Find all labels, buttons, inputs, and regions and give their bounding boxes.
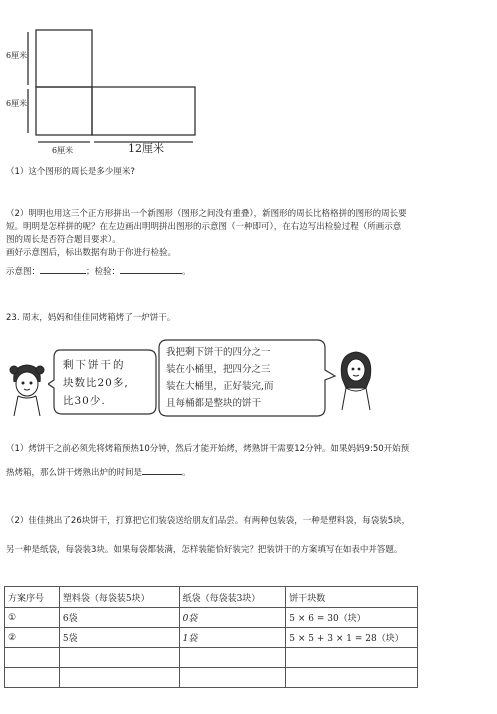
cell-plan-number[interactable] bbox=[5, 668, 60, 688]
q23-part1-line1: （1）烤饼干之前必须先将烤箱预热10分钟，然后才能开始烤，烤熟饼干需要12分钟。如果妈妈9:50开始预 bbox=[6, 444, 410, 454]
table-row bbox=[5, 668, 418, 688]
table-row bbox=[5, 608, 418, 628]
cell-cookie-count[interactable] bbox=[286, 648, 418, 668]
cell-plastic-bag[interactable] bbox=[59, 668, 179, 688]
cell-plastic-bag: 6袋 bbox=[59, 608, 179, 628]
q23-part1-line2-text: 热烤箱，那么饼干烤熟出炉的时间是 bbox=[6, 468, 143, 478]
q22-part2-line3: 图的周长是否符合题目要求）。 bbox=[6, 235, 121, 245]
q23-part1-end: 。 bbox=[182, 468, 191, 478]
cell-plastic-bag: 5袋 bbox=[59, 628, 179, 648]
q22-part2-line4: 画好示意图后，标出数据有助于你进行检验。 bbox=[6, 248, 177, 258]
square-bottom-right bbox=[92, 87, 195, 135]
q22-answer-line bbox=[6, 263, 191, 279]
bubble-left-line1: 剩下饼干的 bbox=[63, 359, 126, 371]
mother-illustration bbox=[336, 348, 376, 412]
square-bottom-left bbox=[36, 87, 92, 135]
bubble-right-line4: 且每桶都是整块的饼干 bbox=[166, 398, 262, 409]
cell-paper-bag[interactable] bbox=[179, 668, 286, 688]
label-left-bottom: 6厘米 bbox=[6, 99, 28, 108]
bubble-right-line2: 装在小桶里，把四分之三 bbox=[166, 364, 271, 375]
bake-time-blank[interactable] bbox=[142, 464, 182, 475]
cell-cookie-count[interactable] bbox=[286, 668, 418, 688]
square-figure bbox=[0, 22, 210, 162]
sketch-label: 示意图： bbox=[6, 267, 41, 277]
q22-part2-line1: （2）明明也用这三个正方形拼出一个新图形（图形之间没有重叠），新图形的周长比格格拼的图形的周长要 bbox=[6, 209, 407, 219]
table-header-row bbox=[5, 587, 418, 608]
table-row bbox=[5, 628, 418, 648]
bubble-right-line1: 我把剩下饼干的四分之一 bbox=[166, 347, 271, 358]
cell-paper-bag: 0袋 bbox=[179, 608, 286, 628]
table-row bbox=[5, 648, 418, 668]
q23-title: 23. 周末，妈妈和佳佳同烤箱烤了一炉饼干。 bbox=[6, 313, 176, 323]
header-plan-number: 方案序号 bbox=[5, 587, 60, 608]
cell-cookie-count: 5 × 6 = 30（块） bbox=[286, 608, 418, 628]
header-plastic-bag: 塑料袋（每袋装5块） bbox=[59, 587, 179, 608]
girl-illustration bbox=[6, 360, 48, 418]
cell-cookie-count: 5 × 5 + 3 × 1 = 28（块） bbox=[286, 628, 418, 648]
cell-plastic-bag[interactable] bbox=[59, 648, 179, 668]
sketch-blank[interactable] bbox=[40, 263, 86, 274]
header-paper-bag: 纸袋（每袋装3块） bbox=[179, 587, 286, 608]
q22-part2-line2: 短。明明是怎样拼的呢？在左边画出明明拼出图形的示意图（一种即可），在右边写出检验过程（所画示意 bbox=[6, 222, 402, 232]
cell-plan-number[interactable] bbox=[5, 648, 60, 668]
square-top-left bbox=[36, 30, 92, 87]
check-blank[interactable] bbox=[120, 263, 182, 274]
q22-part1: （1）这个图形的周长是多少厘米? bbox=[6, 167, 135, 177]
cell-plan-number: ① bbox=[5, 608, 60, 628]
label-bottom-right: 12厘米 bbox=[128, 142, 164, 155]
cell-paper-bag[interactable] bbox=[179, 648, 286, 668]
bubble-right-line3: 装在大桶里，正好装完,而 bbox=[166, 381, 274, 392]
bubble-left-line2: 块数比20多, bbox=[63, 377, 129, 389]
q23-part2-line1: （2）佳佳挑出了26块饼干，打算把它们装袋送给朋友们品尝。有两种包装袋，一种是塑料袋，每袋装5块， bbox=[6, 516, 411, 526]
plan-table bbox=[4, 586, 418, 688]
period: 。 bbox=[182, 267, 191, 277]
header-cookie-count: 饼干块数 bbox=[286, 587, 418, 608]
cell-paper-bag: 1袋 bbox=[179, 628, 286, 648]
q23-part1-line2 bbox=[6, 464, 191, 480]
q23-part2-line2: 另一种是纸袋，每袋装3块。如果每袋都装满，怎样装能恰好装完？把装饼干的方案填写在如表中并答题。 bbox=[6, 545, 403, 555]
cell-plan-number: ② bbox=[5, 628, 60, 648]
label-left-top: 6厘米 bbox=[6, 51, 28, 60]
bubble-left-line3: 比30少. bbox=[63, 395, 106, 407]
label-bottom-left: 6厘米 bbox=[52, 146, 74, 155]
check-label: ；检验： bbox=[86, 267, 121, 277]
